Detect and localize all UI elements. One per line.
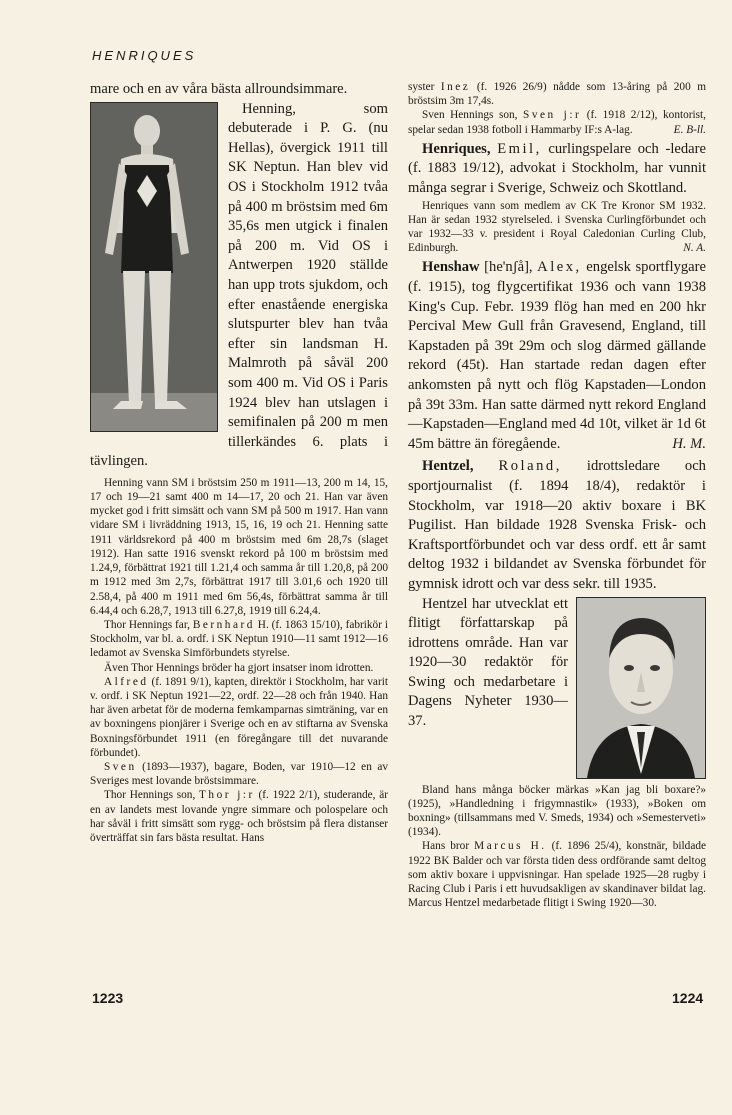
- swimmer-photo: [90, 102, 218, 432]
- swimmer-figure-icon: [91, 103, 217, 431]
- text-fragment: (f. 1918 2/12), kontorist, spelar sedan 1938 fotboll i Hammarby IF:s A-lag.: [408, 109, 707, 136]
- portrait-photo: [576, 597, 706, 779]
- person-name: Alfred: [104, 675, 149, 688]
- note-text: [90, 675, 388, 760]
- entry-text: Henning, som debuterade i P. G. (nu Hellas), övergick 1911 till SK Neptun. Han blev vid OS i Stockholm 1912 tvåa på 400 m bröstsim med 6m 35,6s men utgick i finalen på 200 m. Vid OS i Antwerpen 1920 ställde han upp trots sjukdom, och efter enastående energiska slutspurter blev han tvåa efter sin landsman H. Malmroth på såväl 200 som 400 m. Vid OS i Paris 1924 blev han utslagen i semifinalen på 200 m men tillerkändes 6. plats i tävlingen.: [90, 100, 388, 470]
- person-name: Emil,: [497, 140, 542, 157]
- text-fragment: Thor Hennings son,: [104, 789, 196, 802]
- text-fragment: (f. 1891 9/1), kapten, direktör i Stockholm, har varit v. ordf. i SK Neptun 1921—22, ordf. 22—28 och från 1940. Han har även arbetat för de moderna femkamparnas simträning, var en av boxningens pionjärer i Sverige och en av stiftarna av Svenska Boxningsförbundet 1911 (en föregångare till det nuvarande förbundet).: [90, 675, 388, 759]
- author-signature: N. A.: [683, 242, 706, 255]
- note-text: [408, 199, 706, 256]
- note-text: [90, 788, 388, 845]
- note-text: [90, 618, 388, 661]
- entry-henshaw: [408, 258, 706, 454]
- person-name: Sven j:r: [523, 109, 582, 122]
- note-text: Henning vann SM i bröstsim 250 m 1911—13, 200 m 14, 15, 17 och 19—21 samt 400 m 14—17, 20 och 21. Han var även mycket god i fritt simsätt och vann SM på 500 m 1917. Han vann vidare SM i livräddning 1913, 15, 16, 19 och 21. Henning satte 1911 världsrekord på 400 m bröstsim med 6m 28,7s (slaget 1912). Han satte 1916 svenskt rekord på 100 m bröstsim med 1.24,9, förbättrat 1921 till 1.21,4 och samma år till 1.20,8, på 200 m 1912 med 3m 2,7s, förbättrat 1917 till 3.01,6 och 1920 till 2.58,4, på 400 m 1911 med 6m 56,4s, förbättrat samma år till 6.44,4 och 6.28,7, 1913 till 6.27,8, 1919 till 6.24,4.: [90, 476, 388, 617]
- entry-text: mare och en av våra bästa allroundsimmare.: [90, 81, 348, 97]
- text-fragment: Thor Hennings far,: [104, 618, 190, 631]
- note-text: Bland hans många böcker märkas »Kan jag bli boxare?» (1925), »Handledning i frigymnastik» (1933), »Boken om boxning» (tillsammans med V. Smeds, 1934) och »Semesterveti» (1934).: [408, 783, 706, 839]
- entry-headword: Hentzel,: [422, 458, 474, 475]
- text-fragment: (1893—1937), bagare, Boden, var 1910—12 en av Sveriges mest lovande bröstsimmare.: [90, 760, 388, 788]
- text-fragment: Sven Hennings son,: [422, 109, 518, 122]
- text-fragment: (f. 1922 2/1), studerande, är en av landets mest lovande yngre simmare och polospelare och har såväl i fritt simsätt som rygg- och bröstsim på flera distanser överträffat sin fars bästa resultat. Hans: [90, 789, 389, 844]
- page-number-right: 1224: [672, 990, 704, 1006]
- text-fragment: (f. 1926 26/9) nådde som 13-åring på 200 m bröstsim 3m 17,4s.: [408, 81, 707, 108]
- note-text: Även Thor Hennings bröder ha gjort insatser inom idrotten.: [104, 661, 374, 674]
- person-name: Marcus H.: [474, 840, 547, 853]
- left-column: [90, 80, 388, 845]
- text-fragment: (f. 1896 25/4), konstnär, bildade 1922 BK Balder och var första tiden dess ordförande samt deltog som aktiv boxare i uppvisningar. Han spelade 1925—28 rugby i Racing Club i Paris i ett huvudsakligen av skandinaver bildat lag. Marcus Hentzel medarbetade flitigt i Swing 1920—30.: [408, 840, 706, 910]
- person-name: Sven: [104, 760, 137, 773]
- person-name: Alex,: [537, 259, 582, 276]
- text-fragment: Henriques vann som medlem av CK Tre Kronor SM 1932. Han är sedan 1932 styrelseled. i Svenska Curlingförbundet och var 1932—33 v. president i Royal Caledonian Curling Club, Edinburgh.: [408, 199, 706, 255]
- running-head: HENRIQUES: [92, 48, 197, 63]
- author-signature: E. B-ll.: [673, 123, 706, 136]
- text-fragment: idrottsledare och sportjournalist (f. 1894 18/4), redaktör i Stockholm, var 1918—20 aktiv boxare i BK Pugilist. Han bildade 1928 Svenska Frisk- och Kraftsportförbundet och var dess ordf. ett år samt deltog 1932 i bildandet av Svenska förbundet för gymnisk idrott och var dess sekr. till 1935.: [408, 458, 706, 592]
- right-column: [408, 80, 706, 910]
- text-fragment: syster: [408, 81, 435, 93]
- text-fragment: curlingspelare och -ledare (f. 1883 19/12), advokat i Stockholm, har vunnit många segrar i Sverige, Schweiz och Skottland.: [408, 140, 706, 196]
- text-fragment: H. (f. 1863 15/10), fabrikör i Stockholm, var bl. a. ordf. i SK Neptun 1910—11 samt 1912—16 ledamot av Svenska Simförbundets styrelse.: [90, 618, 388, 660]
- person-name: Thor j:r: [199, 789, 255, 802]
- person-name: Bernhard: [192, 618, 255, 631]
- pronunciation: [he'nʃå],: [484, 259, 533, 276]
- note-text: [408, 839, 706, 910]
- note-text: [408, 80, 706, 108]
- text-fragment: engelsk sportflygare (f. 1915), tog flygcertifikat 1936 och vann 1938 King's Cup. Febr. 1939 flög han med en 200 hkr Percival Mew Gull från Gravesend, England, till Kapstaden på 39t 29m och slog därmed gällande rekord (45t). Han startade redan dagen efter ankomsten på nytt och flög Kapstaden—London på 39t 33m. Han satte därmed nytt rekord England—Kapstaden—England med 4d 10t, vilket är 1d 6t 45m bättre än föregående.: [408, 259, 706, 452]
- person-name: Roland,: [498, 458, 562, 475]
- note-text: [408, 108, 706, 136]
- entry-hentzel: [408, 457, 706, 594]
- text-fragment: Hans bror: [422, 840, 470, 853]
- page-number-left: 1223: [92, 990, 124, 1006]
- author-signature: H. M.: [672, 435, 706, 452]
- entry-henriques: [408, 140, 706, 199]
- entry-headword: Henshaw: [422, 259, 480, 276]
- entry-headword: Henriques,: [422, 140, 491, 157]
- note-text: [90, 760, 388, 788]
- portrait-figure-icon: [577, 598, 705, 778]
- person-name: Inez: [440, 81, 471, 93]
- entry-text: Hentzel har utvecklat ett flitigt författarskap på idrottens område. Han var 1920—30 redaktör för Swing och medarbetare i Dagens Nyheter 1930—37.: [408, 595, 568, 730]
